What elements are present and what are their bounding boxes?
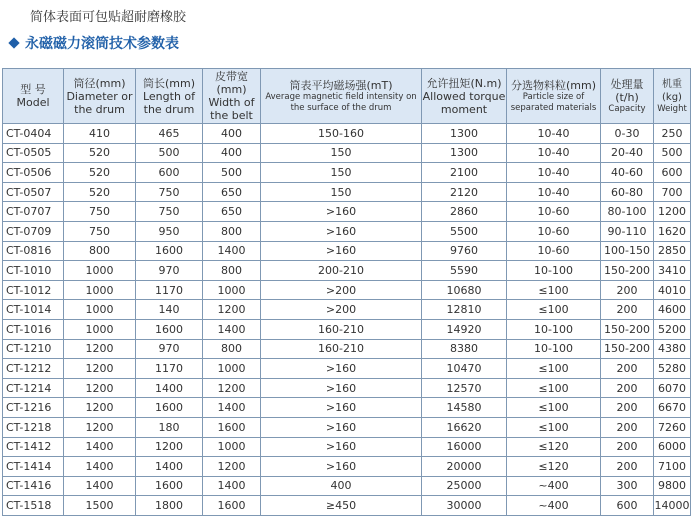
cell-weight: 250 bbox=[654, 124, 691, 144]
table-row bbox=[3, 300, 691, 320]
cell-particle-size: 10-40 bbox=[507, 182, 601, 202]
cell-particle-size: 10-60 bbox=[507, 221, 601, 241]
cell-length: 1600 bbox=[136, 476, 203, 496]
cell-model: CT-1414 bbox=[3, 457, 64, 477]
cell-magnetic-field: >160 bbox=[261, 417, 422, 437]
cell-length: 1600 bbox=[136, 241, 203, 261]
cell-magnetic-field: >160 bbox=[261, 359, 422, 379]
cell-diameter: 1500 bbox=[64, 496, 136, 516]
cell-weight: 5280 bbox=[654, 359, 691, 379]
cell-model: CT-1010 bbox=[3, 261, 64, 281]
cell-torque: 10470 bbox=[422, 359, 507, 379]
cell-weight: 6000 bbox=[654, 437, 691, 457]
cell-torque: 2120 bbox=[422, 182, 507, 202]
cell-capacity: 200 bbox=[601, 300, 654, 320]
cell-capacity: 20-40 bbox=[601, 143, 654, 163]
cell-torque: 20000 bbox=[422, 457, 507, 477]
cell-model: CT-1016 bbox=[3, 319, 64, 339]
table-row bbox=[3, 163, 691, 183]
cell-diameter: 1000 bbox=[64, 280, 136, 300]
header-weight: 机重 (kg) Weight bbox=[654, 69, 691, 124]
cell-magnetic-field: >160 bbox=[261, 202, 422, 222]
cell-torque: 12570 bbox=[422, 378, 507, 398]
table-row bbox=[3, 339, 691, 359]
cell-torque: 5500 bbox=[422, 221, 507, 241]
cell-diameter: 410 bbox=[64, 124, 136, 144]
drum-spec-table bbox=[2, 68, 691, 516]
cell-particle-size: 10-40 bbox=[507, 143, 601, 163]
cell-magnetic-field: 400 bbox=[261, 476, 422, 496]
cell-length: 1170 bbox=[136, 359, 203, 379]
table-body bbox=[3, 124, 691, 516]
cell-length: 500 bbox=[136, 143, 203, 163]
cell-particle-size: 10-40 bbox=[507, 124, 601, 144]
cell-length: 750 bbox=[136, 202, 203, 222]
cell-diameter: 1200 bbox=[64, 359, 136, 379]
header-capacity: 处理量 (t/h) Capacity bbox=[601, 69, 654, 124]
cell-torque: 2860 bbox=[422, 202, 507, 222]
section-header bbox=[8, 33, 179, 53]
cell-magnetic-field: ≥450 bbox=[261, 496, 422, 516]
cell-weight: 600 bbox=[654, 163, 691, 183]
cell-capacity: 200 bbox=[601, 398, 654, 418]
cell-capacity: 80-100 bbox=[601, 202, 654, 222]
cell-belt-width: 500 bbox=[203, 163, 261, 183]
header-particle-size: 分选物料粒(mm) Particle size of separated materials bbox=[507, 69, 601, 124]
cell-model: CT-0505 bbox=[3, 143, 64, 163]
cell-model: CT-0816 bbox=[3, 241, 64, 261]
cell-particle-size: 10-100 bbox=[507, 339, 601, 359]
cell-magnetic-field: 150 bbox=[261, 163, 422, 183]
cell-belt-width: 1600 bbox=[203, 496, 261, 516]
cell-weight: 14000 bbox=[654, 496, 691, 516]
cell-belt-width: 1200 bbox=[203, 457, 261, 477]
cell-torque: 9760 bbox=[422, 241, 507, 261]
cell-belt-width: 800 bbox=[203, 261, 261, 281]
cell-torque: 16000 bbox=[422, 437, 507, 457]
cell-capacity: 100-150 bbox=[601, 241, 654, 261]
cell-capacity: 300 bbox=[601, 476, 654, 496]
cell-belt-width: 650 bbox=[203, 182, 261, 202]
cell-belt-width: 1400 bbox=[203, 319, 261, 339]
cell-capacity: 200 bbox=[601, 359, 654, 379]
cell-weight: 9800 bbox=[654, 476, 691, 496]
cell-magnetic-field: >200 bbox=[261, 280, 422, 300]
cell-particle-size: ~400 bbox=[507, 496, 601, 516]
cell-torque: 30000 bbox=[422, 496, 507, 516]
cell-diameter: 1200 bbox=[64, 378, 136, 398]
table-row bbox=[3, 319, 691, 339]
cell-weight: 6670 bbox=[654, 398, 691, 418]
cell-torque: 12810 bbox=[422, 300, 507, 320]
cell-model: CT-0507 bbox=[3, 182, 64, 202]
cell-length: 1600 bbox=[136, 398, 203, 418]
cell-diameter: 750 bbox=[64, 221, 136, 241]
header-belt-width: 皮带宽(mm) Width of the belt bbox=[203, 69, 261, 124]
cell-particle-size: ≤120 bbox=[507, 457, 601, 477]
cell-capacity: 150-200 bbox=[601, 339, 654, 359]
cell-model: CT-1210 bbox=[3, 339, 64, 359]
table-row bbox=[3, 261, 691, 281]
cell-magnetic-field: 160-210 bbox=[261, 339, 422, 359]
cell-diameter: 1200 bbox=[64, 417, 136, 437]
header-magnetic-field: 筒表平均磁场强(mT) Average magnetic field intensity on the surface of the drum bbox=[261, 69, 422, 124]
cell-length: 970 bbox=[136, 261, 203, 281]
cell-length: 970 bbox=[136, 339, 203, 359]
cell-particle-size: ≤100 bbox=[507, 378, 601, 398]
cell-torque: 1300 bbox=[422, 124, 507, 144]
cell-diameter: 1200 bbox=[64, 339, 136, 359]
cell-model: CT-1412 bbox=[3, 437, 64, 457]
cell-magnetic-field: 150-160 bbox=[261, 124, 422, 144]
cell-diameter: 1400 bbox=[64, 476, 136, 496]
cell-model: CT-1214 bbox=[3, 378, 64, 398]
table-row bbox=[3, 182, 691, 202]
cell-magnetic-field: >160 bbox=[261, 378, 422, 398]
cell-weight: 500 bbox=[654, 143, 691, 163]
table-row bbox=[3, 124, 691, 144]
cell-particle-size: 10-100 bbox=[507, 261, 601, 281]
cell-weight: 1200 bbox=[654, 202, 691, 222]
cell-capacity: 200 bbox=[601, 417, 654, 437]
cell-model: CT-1012 bbox=[3, 280, 64, 300]
cell-weight: 1620 bbox=[654, 221, 691, 241]
cell-torque: 16620 bbox=[422, 417, 507, 437]
cell-weight: 3410 bbox=[654, 261, 691, 281]
cell-weight: 7260 bbox=[654, 417, 691, 437]
cell-diameter: 1200 bbox=[64, 398, 136, 418]
cell-belt-width: 1400 bbox=[203, 476, 261, 496]
cell-diameter: 1000 bbox=[64, 261, 136, 281]
cell-belt-width: 1000 bbox=[203, 280, 261, 300]
table-row bbox=[3, 437, 691, 457]
cell-model: CT-1218 bbox=[3, 417, 64, 437]
cell-particle-size: ≤100 bbox=[507, 280, 601, 300]
cell-particle-size: 10-60 bbox=[507, 202, 601, 222]
cell-length: 1600 bbox=[136, 319, 203, 339]
cell-diameter: 750 bbox=[64, 202, 136, 222]
cell-capacity: 0-30 bbox=[601, 124, 654, 144]
cell-torque: 5590 bbox=[422, 261, 507, 281]
cell-weight: 4010 bbox=[654, 280, 691, 300]
cell-model: CT-0707 bbox=[3, 202, 64, 222]
cell-particle-size: 10-60 bbox=[507, 241, 601, 261]
cell-belt-width: 1400 bbox=[203, 241, 261, 261]
cell-capacity: 200 bbox=[601, 378, 654, 398]
cell-magnetic-field: 160-210 bbox=[261, 319, 422, 339]
cell-torque: 25000 bbox=[422, 476, 507, 496]
cell-model: CT-1216 bbox=[3, 398, 64, 418]
cell-length: 1400 bbox=[136, 378, 203, 398]
table-row bbox=[3, 398, 691, 418]
cell-particle-size: ≤100 bbox=[507, 359, 601, 379]
header-diameter: 筒径(mm) Diameter or the drum bbox=[64, 69, 136, 124]
header-model: 型 号 Model bbox=[3, 69, 64, 124]
cell-weight: 4600 bbox=[654, 300, 691, 320]
cell-torque: 2100 bbox=[422, 163, 507, 183]
cell-length: 140 bbox=[136, 300, 203, 320]
cell-belt-width: 1600 bbox=[203, 417, 261, 437]
cell-belt-width: 800 bbox=[203, 339, 261, 359]
cell-model: CT-0709 bbox=[3, 221, 64, 241]
cell-particle-size: ≤100 bbox=[507, 398, 601, 418]
drum-surface-note: 简体表面可包贴超耐磨橡胶 bbox=[30, 10, 187, 25]
cell-capacity: 200 bbox=[601, 280, 654, 300]
table-row bbox=[3, 496, 691, 516]
header-length: 筒长(mm) Length of the drum bbox=[136, 69, 203, 124]
table-row bbox=[3, 457, 691, 477]
cell-magnetic-field: 150 bbox=[261, 182, 422, 202]
table-row bbox=[3, 359, 691, 379]
cell-model: CT-1014 bbox=[3, 300, 64, 320]
cell-particle-size: ~400 bbox=[507, 476, 601, 496]
cell-length: 1200 bbox=[136, 437, 203, 457]
cell-belt-width: 650 bbox=[203, 202, 261, 222]
cell-capacity: 150-200 bbox=[601, 319, 654, 339]
cell-belt-width: 1000 bbox=[203, 437, 261, 457]
cell-magnetic-field: >160 bbox=[261, 457, 422, 477]
cell-belt-width: 1200 bbox=[203, 378, 261, 398]
cell-diameter: 1000 bbox=[64, 319, 136, 339]
cell-torque: 1300 bbox=[422, 143, 507, 163]
cell-belt-width: 800 bbox=[203, 221, 261, 241]
cell-length: 600 bbox=[136, 163, 203, 183]
table-row bbox=[3, 280, 691, 300]
cell-belt-width: 400 bbox=[203, 143, 261, 163]
cell-particle-size: ≤120 bbox=[507, 437, 601, 457]
cell-magnetic-field: >200 bbox=[261, 300, 422, 320]
cell-length: 750 bbox=[136, 182, 203, 202]
table-row bbox=[3, 378, 691, 398]
cell-belt-width: 1200 bbox=[203, 300, 261, 320]
cell-diameter: 520 bbox=[64, 182, 136, 202]
cell-length: 465 bbox=[136, 124, 203, 144]
cell-particle-size: ≤100 bbox=[507, 300, 601, 320]
diamond-bullet-icon bbox=[8, 37, 19, 48]
cell-model: CT-0506 bbox=[3, 163, 64, 183]
cell-length: 1800 bbox=[136, 496, 203, 516]
cell-particle-size: ≤100 bbox=[507, 417, 601, 437]
cell-magnetic-field: >160 bbox=[261, 221, 422, 241]
cell-weight: 2850 bbox=[654, 241, 691, 261]
cell-capacity: 200 bbox=[601, 437, 654, 457]
cell-length: 180 bbox=[136, 417, 203, 437]
cell-capacity: 60-80 bbox=[601, 182, 654, 202]
table-row bbox=[3, 241, 691, 261]
cell-capacity: 200 bbox=[601, 457, 654, 477]
cell-particle-size: 10-100 bbox=[507, 319, 601, 339]
cell-torque: 8380 bbox=[422, 339, 507, 359]
cell-capacity: 40-60 bbox=[601, 163, 654, 183]
cell-weight: 4380 bbox=[654, 339, 691, 359]
table-title: 永磁磁力滚筒技术参数表 bbox=[25, 36, 179, 52]
cell-belt-width: 400 bbox=[203, 124, 261, 144]
cell-diameter: 520 bbox=[64, 143, 136, 163]
cell-magnetic-field: 200-210 bbox=[261, 261, 422, 281]
cell-magnetic-field: >160 bbox=[261, 437, 422, 457]
cell-belt-width: 1000 bbox=[203, 359, 261, 379]
cell-weight: 5200 bbox=[654, 319, 691, 339]
cell-diameter: 1400 bbox=[64, 437, 136, 457]
cell-diameter: 800 bbox=[64, 241, 136, 261]
cell-length: 1170 bbox=[136, 280, 203, 300]
cell-torque: 10680 bbox=[422, 280, 507, 300]
cell-capacity: 150-200 bbox=[601, 261, 654, 281]
table-header-row bbox=[3, 69, 691, 124]
cell-particle-size: 10-40 bbox=[507, 163, 601, 183]
cell-magnetic-field: >160 bbox=[261, 398, 422, 418]
table-row bbox=[3, 202, 691, 222]
cell-diameter: 1400 bbox=[64, 457, 136, 477]
cell-weight: 700 bbox=[654, 182, 691, 202]
cell-weight: 6070 bbox=[654, 378, 691, 398]
cell-diameter: 520 bbox=[64, 163, 136, 183]
cell-model: CT-1212 bbox=[3, 359, 64, 379]
cell-belt-width: 1400 bbox=[203, 398, 261, 418]
table-row bbox=[3, 417, 691, 437]
header-torque: 允许扭矩(N.m) Allowed torque moment bbox=[422, 69, 507, 124]
cell-capacity: 90-110 bbox=[601, 221, 654, 241]
cell-weight: 7100 bbox=[654, 457, 691, 477]
cell-length: 950 bbox=[136, 221, 203, 241]
cell-capacity: 600 bbox=[601, 496, 654, 516]
cell-magnetic-field: 150 bbox=[261, 143, 422, 163]
cell-diameter: 1000 bbox=[64, 300, 136, 320]
cell-torque: 14920 bbox=[422, 319, 507, 339]
table-row bbox=[3, 143, 691, 163]
cell-model: CT-0404 bbox=[3, 124, 64, 144]
cell-length: 1400 bbox=[136, 457, 203, 477]
table-row bbox=[3, 221, 691, 241]
table-row bbox=[3, 476, 691, 496]
cell-model: CT-1416 bbox=[3, 476, 64, 496]
cell-torque: 14580 bbox=[422, 398, 507, 418]
cell-magnetic-field: >160 bbox=[261, 241, 422, 261]
cell-model: CT-1518 bbox=[3, 496, 64, 516]
